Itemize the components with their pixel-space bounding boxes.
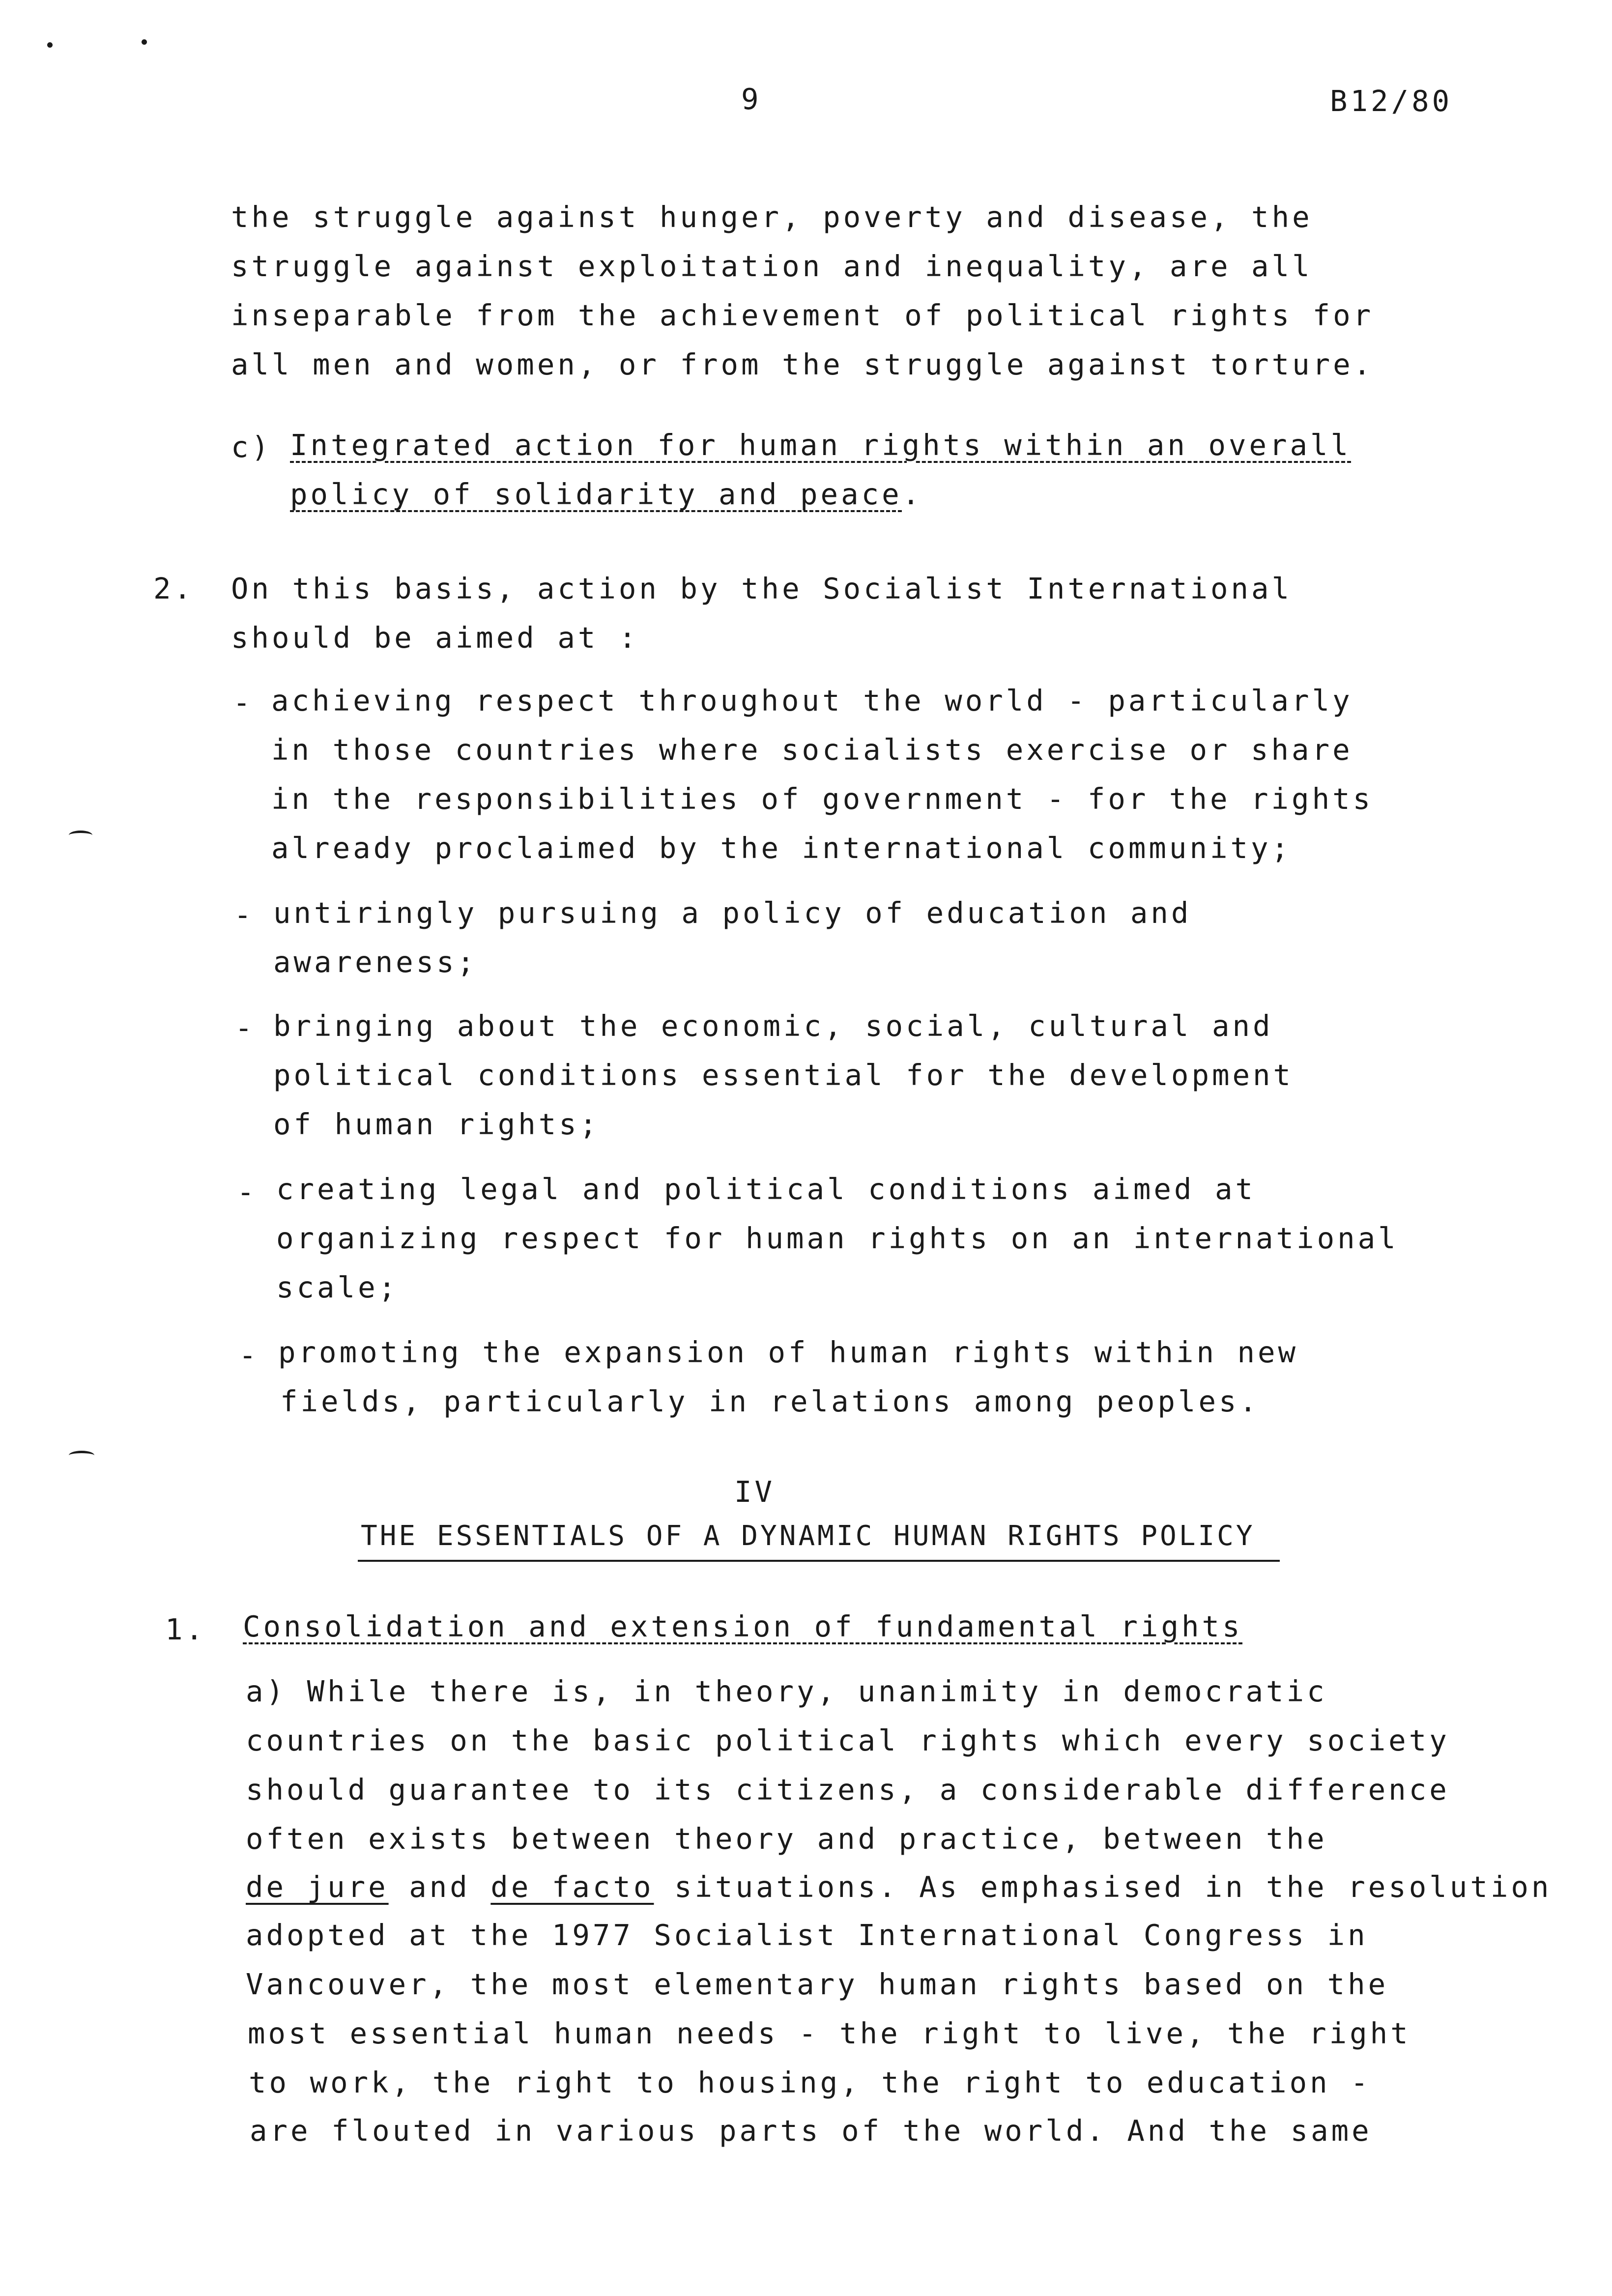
bullet-line: untiringly pursuing a policy of education and — [273, 896, 1192, 930]
bullet-line: bringing about the economic, social, cultural and — [273, 1009, 1273, 1043]
bullet-line: promoting the expansion of human rights within new — [278, 1335, 1299, 1369]
item-label: c) — [231, 430, 272, 464]
paragraph-line: Vancouver, the most elementary human rights based on the — [246, 1967, 1389, 2001]
bullet-line: of human rights; — [273, 1107, 600, 1141]
item-heading-line: Integrated action for human rights within an overall — [290, 428, 1352, 462]
paragraph-line: the struggle against hunger, poverty and disease, the — [231, 200, 1313, 234]
paragraph-line: to work, the right to housing, the right to education - — [249, 2066, 1371, 2099]
bullet-line: scale; — [276, 1270, 399, 1304]
bullet-line: political conditions essential for the development — [273, 1058, 1294, 1092]
subsection-heading: Consolidation and extension of fundamental rights — [243, 1609, 1243, 1643]
paragraph-line: countries on the basic political rights which every society — [246, 1723, 1450, 1757]
paragraph-line: inseparable from the achievement of political rights for — [231, 298, 1374, 332]
bullet-line: organizing respect for human rights on an international — [276, 1221, 1399, 1255]
paragraph-line: most essential human needs - the right to live, the right — [248, 2016, 1411, 2050]
scan-speck — [142, 39, 147, 45]
bullet-marker: - — [239, 1338, 259, 1372]
paragraph-line — [246, 1870, 1552, 1904]
paragraph-line: adopted at the 1977 Socialist International Congress in — [246, 1918, 1368, 1952]
margin-mark — [69, 831, 92, 840]
item-heading-period: . — [902, 477, 923, 511]
bullet-marker: - — [233, 686, 254, 719]
bullet-marker: - — [234, 898, 255, 932]
bullet-marker: - — [235, 1011, 256, 1045]
paragraph-line: should be aimed at : — [231, 621, 639, 655]
bullet-line: in the responsibilities of government - for the rights — [271, 782, 1374, 816]
paragraph-line: struggle against exploitation and inequality, are all — [231, 249, 1313, 283]
paragraph-line: are flouted in various parts of the world. And the same — [250, 2114, 1372, 2148]
section-title-underline — [358, 1560, 1280, 1562]
margin-mark — [69, 1451, 94, 1460]
paragraph-line: should guarantee to its citizens, a considerable difference — [246, 1773, 1450, 1807]
item-heading-text: policy of solidarity and peace — [290, 477, 902, 511]
section-title: THE ESSENTIALS OF A DYNAMIC HUMAN RIGHTS POLICY — [361, 1520, 1255, 1552]
item-heading-line-2 — [290, 477, 923, 511]
bullet-line: creating legal and political conditions aimed at — [276, 1172, 1256, 1206]
page-number: 9 — [741, 82, 762, 116]
bullet-line: already proclaimed by the international community; — [271, 831, 1292, 865]
bullet-line: fields, particularly in relations among peoples. — [280, 1384, 1260, 1418]
section-number: 1. — [165, 1612, 206, 1646]
section-number: 2. — [153, 572, 195, 605]
bullet-marker: - — [237, 1175, 258, 1209]
emphasis-de-jure: de jure — [246, 1870, 389, 1904]
paragraph-line: often exists between theory and practice, between the — [246, 1822, 1327, 1856]
emphasis-de-facto: de facto — [490, 1870, 654, 1904]
connector-word: and — [409, 1870, 470, 1904]
paragraph-line: all men and women, or from the struggle against torture. — [231, 347, 1374, 381]
bullet-line: achieving respect throughout the world - particularly — [271, 684, 1353, 718]
scan-speck — [47, 42, 53, 48]
bullet-line: awareness; — [273, 945, 478, 979]
paragraph-line: On this basis, action by the Socialist International — [231, 572, 1293, 605]
document-reference: B12/80 — [1330, 84, 1453, 118]
section-numeral: IV — [734, 1475, 776, 1509]
bullet-line: in those countries where socialists exercise or share — [271, 733, 1353, 767]
paragraph-line: a) While there is, in theory, unanimity in democratic — [246, 1674, 1327, 1708]
line-remainder: situations. As emphasised in the resolution — [674, 1870, 1552, 1904]
